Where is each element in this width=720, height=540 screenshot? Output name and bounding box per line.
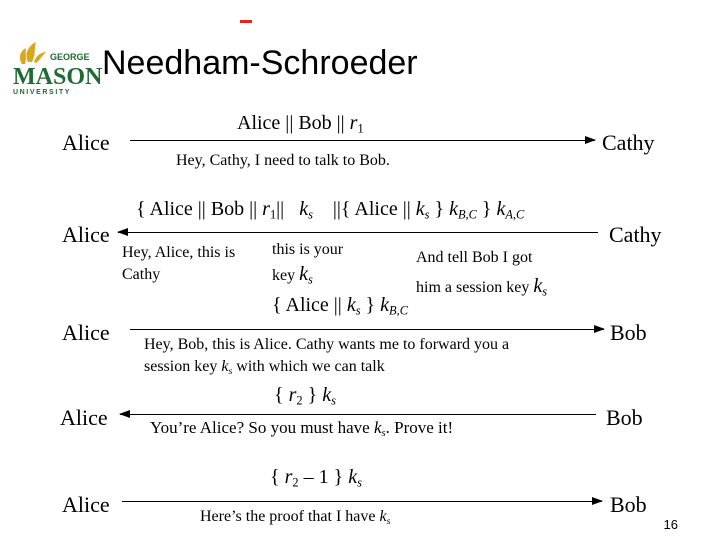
step3-right-party: Bob (610, 320, 647, 345)
step1-right-party: Cathy (602, 130, 655, 155)
step3-message: { Alice || $k_s$ } $k_{B,C}$ (272, 294, 408, 318)
step2-message: { Alice || Bob || $r_1||$ $k_s$ ||{ Alice || $k_s$ } $k_{B,C}$ } $k_{A,C}$ (136, 198, 525, 222)
step2-left-party: Alice (62, 222, 110, 247)
step4-note: You’re Alice? So you must have $k_s$. Prove it! (150, 418, 454, 440)
title-accent-mark (240, 20, 252, 23)
step4-message: { $r_2$ } $k_s$ (274, 384, 336, 408)
step2-note-mid: this is your key $k_s$ (272, 241, 344, 287)
step1-note: Hey, Cathy, I need to talk to Bob. (176, 152, 390, 169)
logo-text-mason: MASON (13, 64, 103, 90)
step4-right-party: Bob (606, 405, 643, 430)
step1-arrow-right (130, 140, 595, 141)
slide-title: Needham-Schroeder (102, 44, 418, 82)
step5-note: Here’s the proof that I have $k_s$ (200, 508, 391, 527)
step2-note-left: Hey, Alice, this is Cathy (122, 244, 236, 283)
step5-left-party: Alice (62, 492, 110, 517)
logo-text-george: GEORGE (50, 52, 90, 62)
page-number: 16 (663, 517, 678, 532)
step2-arrow-left (118, 232, 598, 233)
step5-right-party: Bob (610, 492, 647, 517)
step4-arrow-left (120, 414, 596, 415)
logo-text-university: UNIVERSITY (13, 89, 72, 96)
step3-left-party: Alice (62, 320, 110, 345)
step1-message: Alice || Bob || $r_1$ (237, 112, 364, 136)
step2-right-party: Cathy (609, 222, 662, 247)
step1-left-party: Alice (62, 130, 110, 155)
step3-arrow-right (130, 329, 604, 330)
step5-arrow-right (122, 501, 602, 502)
step4-left-party: Alice (60, 405, 108, 430)
step3-note: Hey, Bob, this is Alice. Cathy wants me to forward you a session key $k_s$ with which we can talk (144, 336, 510, 377)
laurel-icon (20, 42, 46, 64)
george-mason-logo (10, 40, 103, 96)
step5-message: { $r_2 - 1$ } $k_s$ (270, 466, 362, 490)
step2-note-right: And tell Bob I got him a session key $k_s$ (416, 249, 548, 299)
